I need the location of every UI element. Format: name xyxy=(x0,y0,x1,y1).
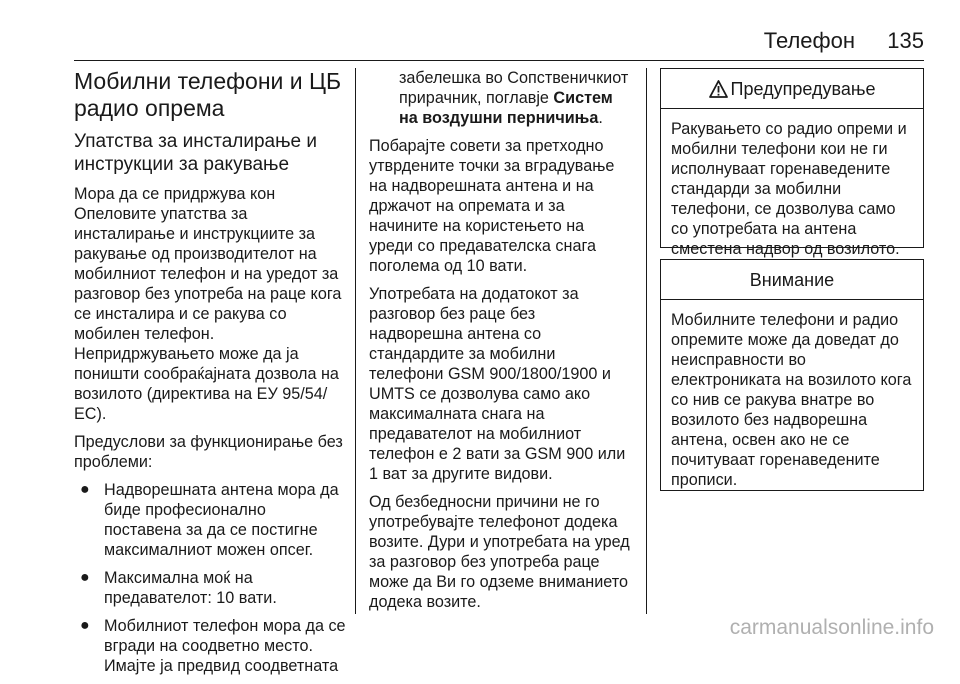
paragraph: Од безбедносни причини не го употребувајте телефонот додека возите. Дури и употребата на уред за разговор без употреба раце може да Ви го одземе вниманието додека возите. xyxy=(369,493,630,611)
section-subheading: Упатства за инсталирање и инструкции за ракување xyxy=(74,131,318,175)
paragraph: Предуслови за функционирање без проблеми: xyxy=(74,433,343,471)
warning-box xyxy=(660,68,924,258)
continuation-suffix: . xyxy=(598,109,603,127)
caution-box-header: Внимание xyxy=(661,260,923,300)
list-item xyxy=(74,480,346,560)
warning-title: Предупредување xyxy=(730,79,876,99)
caution-body: Мобилните телефони и радио опремите може да доведат до неисправности во електрониката на возилото кога со нив се ракува внатре во возилото без надворешна антена, освен ако не се почитуваат горенаведените прописи. xyxy=(671,311,912,489)
page-number: 135 xyxy=(887,28,924,53)
requirements-list xyxy=(74,480,346,676)
watermark: carmanualsonline.info xyxy=(729,616,934,639)
paragraph: Побарајте совети за претходно утврдените точки за вградување на надворешната антена и на држачот на опремата и за начините на користењето на уреди со предавателска снага поголема од 10 вати. xyxy=(369,137,615,275)
warning-box-header xyxy=(661,69,923,109)
list-item xyxy=(74,568,346,608)
column-1 xyxy=(74,68,346,684)
bullet-icon: ● xyxy=(80,481,90,498)
chapter-reference: Систем на воздушни перничиња xyxy=(399,89,613,127)
bullet-icon: ● xyxy=(80,569,90,586)
paragraph: Мора да се придржува кон Опеловите упатства за инсталирање и инструкциите за ракување од производителот на мобилниот телефон и на уредот за разговор без употреба на раце кога се инсталира и се ракува со мобилен телефон. xyxy=(74,185,342,343)
list-item xyxy=(74,616,346,676)
list-item-text: Мобилниот телефон мора да се вгради на соодветно место. Имајте ја предвид соодветната xyxy=(104,617,346,675)
list-continuation xyxy=(369,68,631,128)
column-2 xyxy=(369,68,631,620)
list-item-text: Максимална моќ на предавателот: 10 вати. xyxy=(104,569,277,607)
paragraph: Непридржувањето може да ја поништи сообраќајната дозвола на возилото (директива на ЕУ 95/54/ЕС). xyxy=(74,345,339,423)
bullet-icon: ● xyxy=(80,617,90,634)
header-title: Телефон xyxy=(763,28,855,53)
paragraph: Употребата на додатокот за разговор без раце без надворешна антена со стандардите за мобилни телефони GSM 900/1800/1900 и UMTS се дозволува само ако максималната снага на предавателот на мобилниот телефон е 2 вати за GSM 900 или 1 ват за другите видови. xyxy=(369,285,626,483)
page-header xyxy=(0,18,960,58)
column-divider-1 xyxy=(355,68,356,614)
warning-triangle-icon xyxy=(709,72,728,112)
caution-box xyxy=(660,259,924,491)
header-rule xyxy=(74,60,924,61)
warning-body: Ракувањето со радио опреми и мобилни телефони кои не ги исполнуваат горенаведените стандарди за мобилни телефони, се дозволува само со употребата на антена сместена надвор од возилото. xyxy=(671,120,907,258)
continuation-text: забелешка во Сопственичкиот прирачник, поглавје xyxy=(399,69,629,107)
list-item-text: Надворешната антена мора да биде професионално поставена за да се постигне максималниот можен опсег. xyxy=(104,481,339,559)
column-divider-2 xyxy=(646,68,647,614)
section-heading: Мобилни телефони и ЦБ радио опрема xyxy=(74,68,342,121)
